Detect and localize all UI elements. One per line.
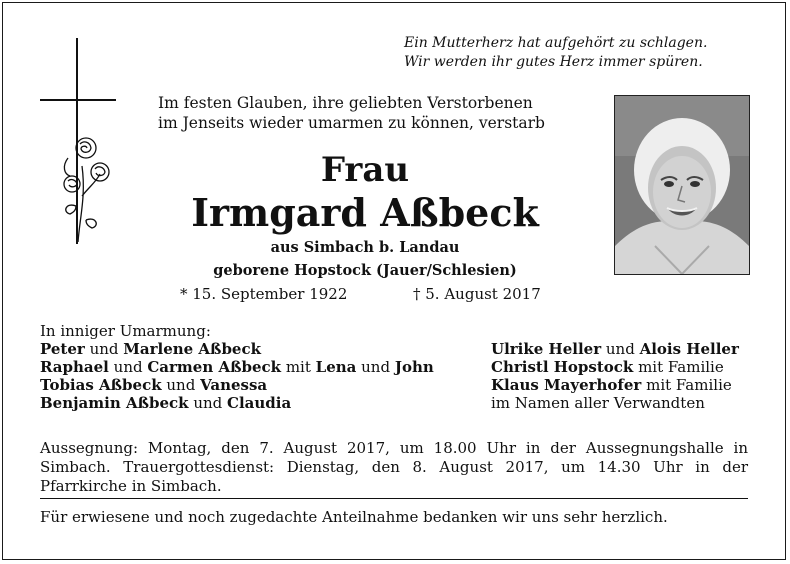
mourner-name: Vanessa [200,376,268,394]
mourners-heading: In inniger Umarmung: [40,322,211,340]
intro-text [158,93,576,133]
mourner-connector: und [601,340,640,358]
mourner-connector: mit [281,358,316,376]
portrait-image [615,96,749,274]
mourner-name: Carmen Aßbeck [147,358,282,376]
memorial-quote [404,34,744,72]
mourner-name: Peter [40,340,85,358]
mourner-connector: mit Familie [633,358,724,376]
birth-name-line: geborene Hopstock (Jauer/Schlesien) [213,262,517,279]
mourners-right [491,340,761,412]
mourner-connector: und [161,376,201,394]
mourner-line [491,394,761,412]
cross-bar [40,99,116,101]
mourner-connector: und [108,358,148,376]
mourner-name: Klaus Mayerhofer [491,376,642,394]
deceased-name: Irmgard Aßbeck [191,190,539,235]
mourner-line [40,340,480,358]
mourner-line [40,376,480,394]
mourner-name: Marlene Aßbeck [123,340,261,358]
mourner-name: John [394,358,434,376]
mourner-name: Lena [315,358,357,376]
mourner-connector: und [84,340,124,358]
origin-line: aus Simbach b. Landau [270,239,460,256]
mourner-connector: und [356,358,395,376]
mourner-connector: im Namen aller Verwandten [491,394,705,412]
mourner-name: Raphael [40,358,109,376]
mourner-name: Benjamin Aßbeck [40,394,189,412]
mourner-name: Ulrike Heller [491,340,602,358]
service-info: Aussegnung: Montag, den 7. August 2017, um 18.00 Uhr in der Aussegnungshalle in Simbach. Trauergottesdienst: Dienstag, den 8. August 2017, um 14.30 Uhr in der Pfarrkirche in Simbach. [40,439,748,495]
quote-line-2: Wir werden ihr gutes Herz immer spüren. [404,54,703,70]
rose-icon [56,126,116,244]
quote-line-1: Ein Mutterherz hat aufgehört zu schlagen. [404,35,708,51]
intro-line-1: Im festen Glauben, ihre geliebten Verstorbenen [158,94,533,112]
mourner-line [491,358,761,376]
portrait-photo [614,95,750,275]
birth-date: * 15. September 1922 [180,285,348,303]
mourner-name: Claudia [227,394,292,412]
thanks-line: Für erwiesene und noch zugedachte Anteilnahme bedanken wir uns sehr herzlich. [40,508,668,526]
mourner-line [40,358,480,376]
mourner-line [491,376,761,394]
intro-line-2: im Jenseits wieder umarmen zu können, verstarb [158,114,545,132]
death-date: † 5. August 2017 [413,285,541,303]
mourners-left [40,322,480,412]
mourner-line [40,394,480,412]
mourner-name: Alois Heller [639,340,739,358]
mourner-name: Tobias Aßbeck [40,376,162,394]
mourner-connector: mit Familie [641,376,732,394]
divider [40,498,748,499]
mourner-connector: und [188,394,228,412]
mourner-name: Christl Hopstock [491,358,634,376]
mourner-line [491,340,761,358]
salutation: Frau [320,150,410,190]
